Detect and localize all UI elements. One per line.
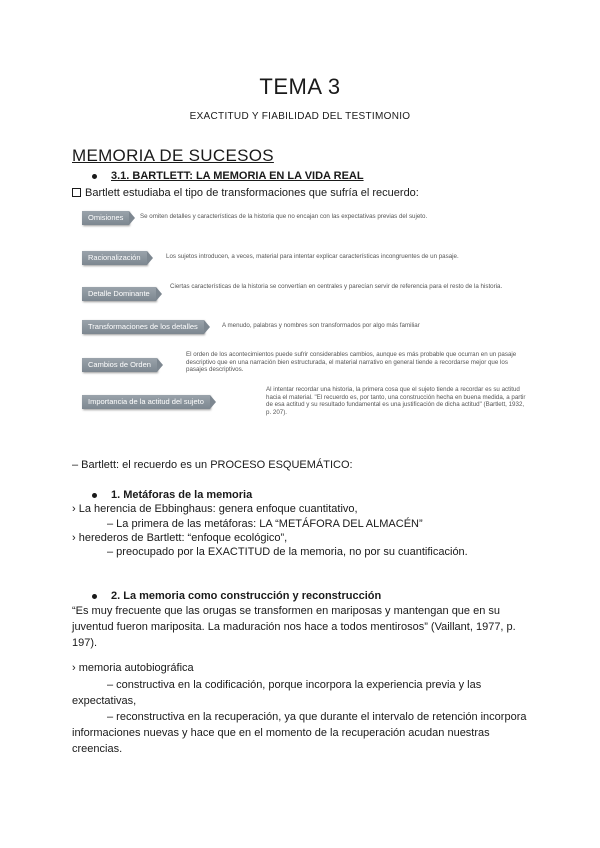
desc-racionalizacion: Los sujetos introducen, a veces, material para intentar explicar características incongruentes de un pasaje. [166,253,459,260]
bullet-bartlett-text: 3.1. BARTLETT: LA MEMORIA EN LA VIDA REAL [111,170,364,182]
quote-paragraph: “Es muy frecuente que las orugas se transformen en mariposas y mantengan que en su juventud fueron mariposita. La maduración nos hace a todos mentirosos” (Vaillant, 1977, p. 197). [72,605,516,649]
autobio-head: › memoria autobiográfica [72,662,194,674]
bullet-construccion [92,590,381,602]
metafora-line-2: – La primera de las metáforas: LA “METÁFORA DEL ALMACÉN” [107,518,423,530]
checkbox-icon [72,188,81,197]
page-title: TEMA 3 [259,74,341,99]
bullet-metaforas-text: 1. Metáforas de la memoria [111,489,253,501]
desc-omisiones: Se omiten detalles y características de la historia que no encajan con las expectativas previas del sujeto. [140,213,428,220]
bullet-dot-icon [92,493,97,498]
desc-importancia-actitud: Al intentar recordar una historia, la primera cosa que el sujeto tiende a recordar es su actitud hacia el material. "El recuerdo es, por tanto, una construcción hecha en buena medida, a partir de esa actitud y su resultado fundamental es una justificación de dicha actitud" (Bartlett, 1932, p. 207). [266,386,526,416]
page-subtitle: EXACTITUD Y FIABILIDAD DEL TESTIMONIO [189,111,411,122]
tag-transformaciones: Transformaciones de los detalles [82,320,204,334]
bullet-metaforas [92,489,252,501]
bullet-construccion-text: 2. La memoria como construcción y reconstrucción [111,590,382,602]
proceso-line: – Bartlett: el recuerdo es un PROCESO ESQUEMÁTICO: [72,459,353,471]
metafora-line-1: › La herencia de Ebbinghaus: genera enfoque cuantitativo, [72,503,358,515]
tag-cambios-orden: Cambios de Orden [82,358,157,372]
tag-omisiones: Omisiones [82,211,129,225]
desc-transformaciones: A menudo, palabras y nombres son transformados por algo más familiar [222,322,420,329]
tag-detalle-dominante: Detalle Dominante [82,287,156,301]
bullet-bartlett [92,170,364,182]
autobio-item-1: – constructiva en la codificación, porque incorpora la experiencia previa y las expectativas, [72,679,482,707]
desc-detalle-dominante: Ciertas características de la historia se convertían en centrales y parecían servir de referencia para el resto de la historia. [170,283,503,290]
section-title: MEMORIA DE SUCESOS [72,146,274,165]
metafora-line-3: › herederos de Bartlett: “enfoque ecológico”, [72,532,288,544]
intro-text: Bartlett estudiaba el tipo de transformaciones que sufría el recuerdo: [85,187,419,199]
autobio-item-2: – reconstructiva en la recuperación, ya que durante el intervalo de retención incorpora informaciones nuevas y hace que en el momento de la recuperación acudan nuestras creencias. [72,711,527,755]
tag-racionalizacion: Racionalización [82,251,147,265]
desc-cambios-orden: El orden de los acontecimientos puede sufrir considerables cambios, aunque es más probable que ocurran en un pasaje descriptivo que en una narración bien estructurada, el material narrativo en general tiende a recordarse mejor que los pasajes descriptivos. [186,351,517,373]
metafora-line-4: – preocupado por la EXACTITUD de la memoria, no por su cuantificación. [107,546,468,558]
bullet-dot-icon [92,594,97,599]
tag-importancia-actitud: Importancia de la actitud del sujeto [82,395,210,409]
intro-line [72,187,419,199]
bullet-dot-icon [92,174,97,179]
